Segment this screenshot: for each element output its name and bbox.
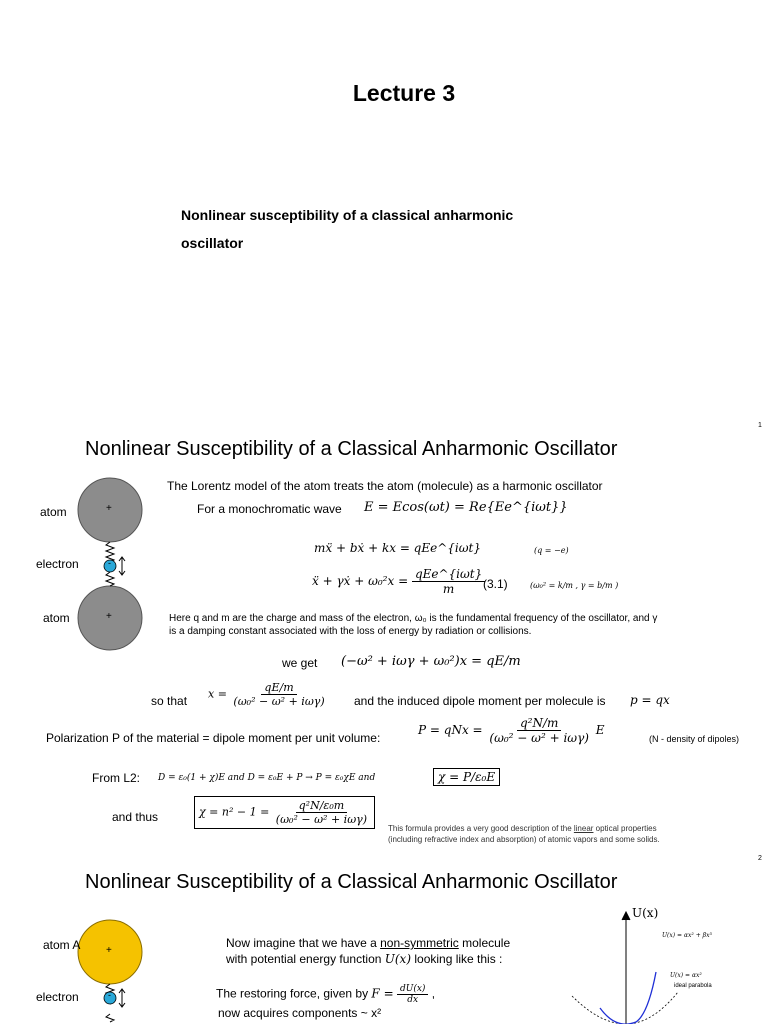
here-text-line2: is a damping constant associated with the loss of energy by radiation or collisions. bbox=[169, 626, 532, 637]
imagine-text bbox=[226, 935, 510, 967]
page-subtitle-line2: oscillator bbox=[181, 235, 244, 251]
eq-31 bbox=[312, 567, 485, 596]
imagine-line2-eq: U(x) bbox=[384, 952, 412, 966]
dipole-eq: p = qx bbox=[630, 693, 670, 707]
P-eq-lhs: P = qNx = bbox=[418, 723, 483, 737]
chi-box: χ = P/ε₀E bbox=[433, 768, 500, 786]
page-number-2: 2 bbox=[758, 855, 762, 862]
harmonic-curve bbox=[572, 996, 626, 1024]
atom-bottom-plus: + bbox=[106, 611, 112, 622]
x-eq-fraction bbox=[230, 681, 327, 708]
chi-eq-den: (ω₀² − ω² + iωγ) bbox=[275, 813, 368, 826]
y-axis-arrow bbox=[622, 912, 630, 1024]
curve-label-harmonic: U(x) = αx² bbox=[670, 972, 702, 979]
lorentz-text: The Lorentz model of the atom treats the atom (molecule) as a harmonic oscillator bbox=[167, 479, 603, 493]
x-eq-num: qE/m bbox=[261, 681, 296, 695]
x-eq bbox=[208, 681, 328, 708]
imagine-line2-pre: with potential energy function bbox=[226, 952, 385, 966]
anharmonic-curve bbox=[600, 972, 656, 1024]
electron-label-3: electron bbox=[36, 990, 79, 1004]
atom-label-top: atom bbox=[40, 505, 67, 519]
acquires-text: now acquires components ~ x² bbox=[218, 1006, 382, 1020]
imagine-link: non-symmetric bbox=[380, 936, 459, 950]
eq-31-den: m bbox=[442, 582, 455, 596]
atom-top-plus: + bbox=[106, 503, 112, 514]
so-that-label: so that bbox=[151, 694, 188, 708]
P-eq-num: q²N/m bbox=[517, 716, 561, 731]
eq-31-fraction bbox=[412, 567, 485, 596]
and-thus-label: and thus bbox=[112, 810, 159, 824]
atom-a-plus: + bbox=[106, 945, 112, 956]
formula-note-linear: linear bbox=[573, 824, 594, 833]
imagine-post: molecule bbox=[458, 936, 511, 950]
curve-label-ideal: ideal parabola bbox=[674, 983, 712, 989]
P-eq-E: E bbox=[595, 723, 605, 737]
restoring-text bbox=[216, 984, 435, 1005]
we-get-eq: (−ω² + iωγ + ω₀²)x = qE/m bbox=[341, 654, 521, 669]
eq-31-note: (ω₀² = k/m , γ = b/m ) bbox=[530, 581, 619, 590]
atom-a-diagram bbox=[70, 918, 150, 1024]
eq-motion: mẍ + bẋ + kx = qEe^{iωt} bbox=[314, 541, 481, 555]
N-note: (N - density of dipoles) bbox=[649, 734, 740, 744]
chi-eq-num: q²N/ε₀m bbox=[296, 799, 348, 813]
P-eq-den: (ω₀² − ω² + iωγ) bbox=[489, 731, 589, 745]
restoring-num: dU(x) bbox=[397, 984, 428, 995]
from-l2-label: From L2: bbox=[92, 771, 141, 785]
we-get-label: we get bbox=[282, 656, 318, 670]
up-down-arrow-icon bbox=[119, 989, 125, 1007]
graph-axis-label: U(x) bbox=[632, 906, 659, 920]
electron-label: electron bbox=[36, 557, 79, 571]
slide2-title: Nonlinear Susceptibility of a Classical Anharmonic Oscillator bbox=[85, 438, 618, 460]
page-number-1: 1 bbox=[758, 422, 762, 429]
formula-note-pre: This formula provides a very good description of the bbox=[388, 824, 574, 833]
eq-charge-note: (q = −e) bbox=[534, 546, 569, 555]
eq-31-lhs: ẍ + γẋ + ω₀²x = bbox=[312, 574, 409, 588]
mono-eq: E = Ecos(ωt) = Re{Ee^{iωt}} bbox=[364, 500, 568, 515]
restoring-den: dx bbox=[407, 995, 419, 1005]
atom-label-bottom: atom bbox=[43, 611, 70, 625]
P-eq bbox=[418, 716, 605, 745]
restoring-fraction bbox=[397, 984, 428, 1005]
restoring-post: , bbox=[428, 986, 436, 1001]
imagine-line2-post: looking like this : bbox=[411, 952, 503, 966]
harmonic-curve-right bbox=[626, 992, 678, 1024]
page-subtitle-line1: Nonlinear susceptibility of a classical anharmonic bbox=[181, 207, 514, 223]
eq-31-label: (3.1) bbox=[483, 577, 508, 591]
formula-note-post: optical properties bbox=[593, 824, 657, 833]
mono-text: For a monochromatic wave bbox=[197, 502, 342, 516]
from-l2-eq: D = ε₀(1 + χ)E and D = ε₀E + P → P = ε₀χE and bbox=[158, 773, 376, 783]
formula-note-line2: (including refractive index and absorption) of atomic vapors and some solids. bbox=[388, 835, 660, 844]
imagine-pre: Now imagine that we have a bbox=[226, 936, 381, 950]
x-eq-lhs: x = bbox=[208, 687, 227, 701]
polarization-text: Polarization P of the material = dipole moment per unit volume: bbox=[46, 731, 381, 745]
electron-a-minus: - bbox=[108, 990, 111, 1000]
chi-eq-box bbox=[194, 796, 375, 829]
eq-31-num: qEe^{iωt} bbox=[412, 567, 485, 582]
slide3-title: Nonlinear Susceptibility of a Classical Anharmonic Oscillator bbox=[85, 871, 618, 893]
electron-minus: - bbox=[108, 558, 111, 568]
up-down-arrow-icon bbox=[119, 557, 125, 575]
formula-note bbox=[388, 823, 660, 845]
page-title: Lecture 3 bbox=[352, 80, 456, 106]
here-text-line1: Here q and m are the charge and mass of the electron, ω₀ is the fundamental frequency of the oscillator, and γ bbox=[169, 613, 658, 624]
restoring-pre: The restoring force, given by bbox=[216, 986, 372, 1001]
dipole-text: and the induced dipole moment per molecule is bbox=[354, 694, 606, 708]
curve-label-anharmonic: U(x) = αx² + βx³ bbox=[662, 932, 712, 939]
chi-eq-lhs: χ = n² − 1 = bbox=[199, 805, 270, 819]
restoring-eq: F = bbox=[371, 986, 394, 1001]
potential-graph bbox=[560, 900, 768, 1024]
chi-eq-fraction bbox=[273, 799, 370, 826]
x-eq-den: (ω₀² − ω² + iωγ) bbox=[233, 695, 325, 708]
P-eq-fraction bbox=[486, 716, 592, 745]
atom-a-label: atom A bbox=[43, 938, 81, 952]
